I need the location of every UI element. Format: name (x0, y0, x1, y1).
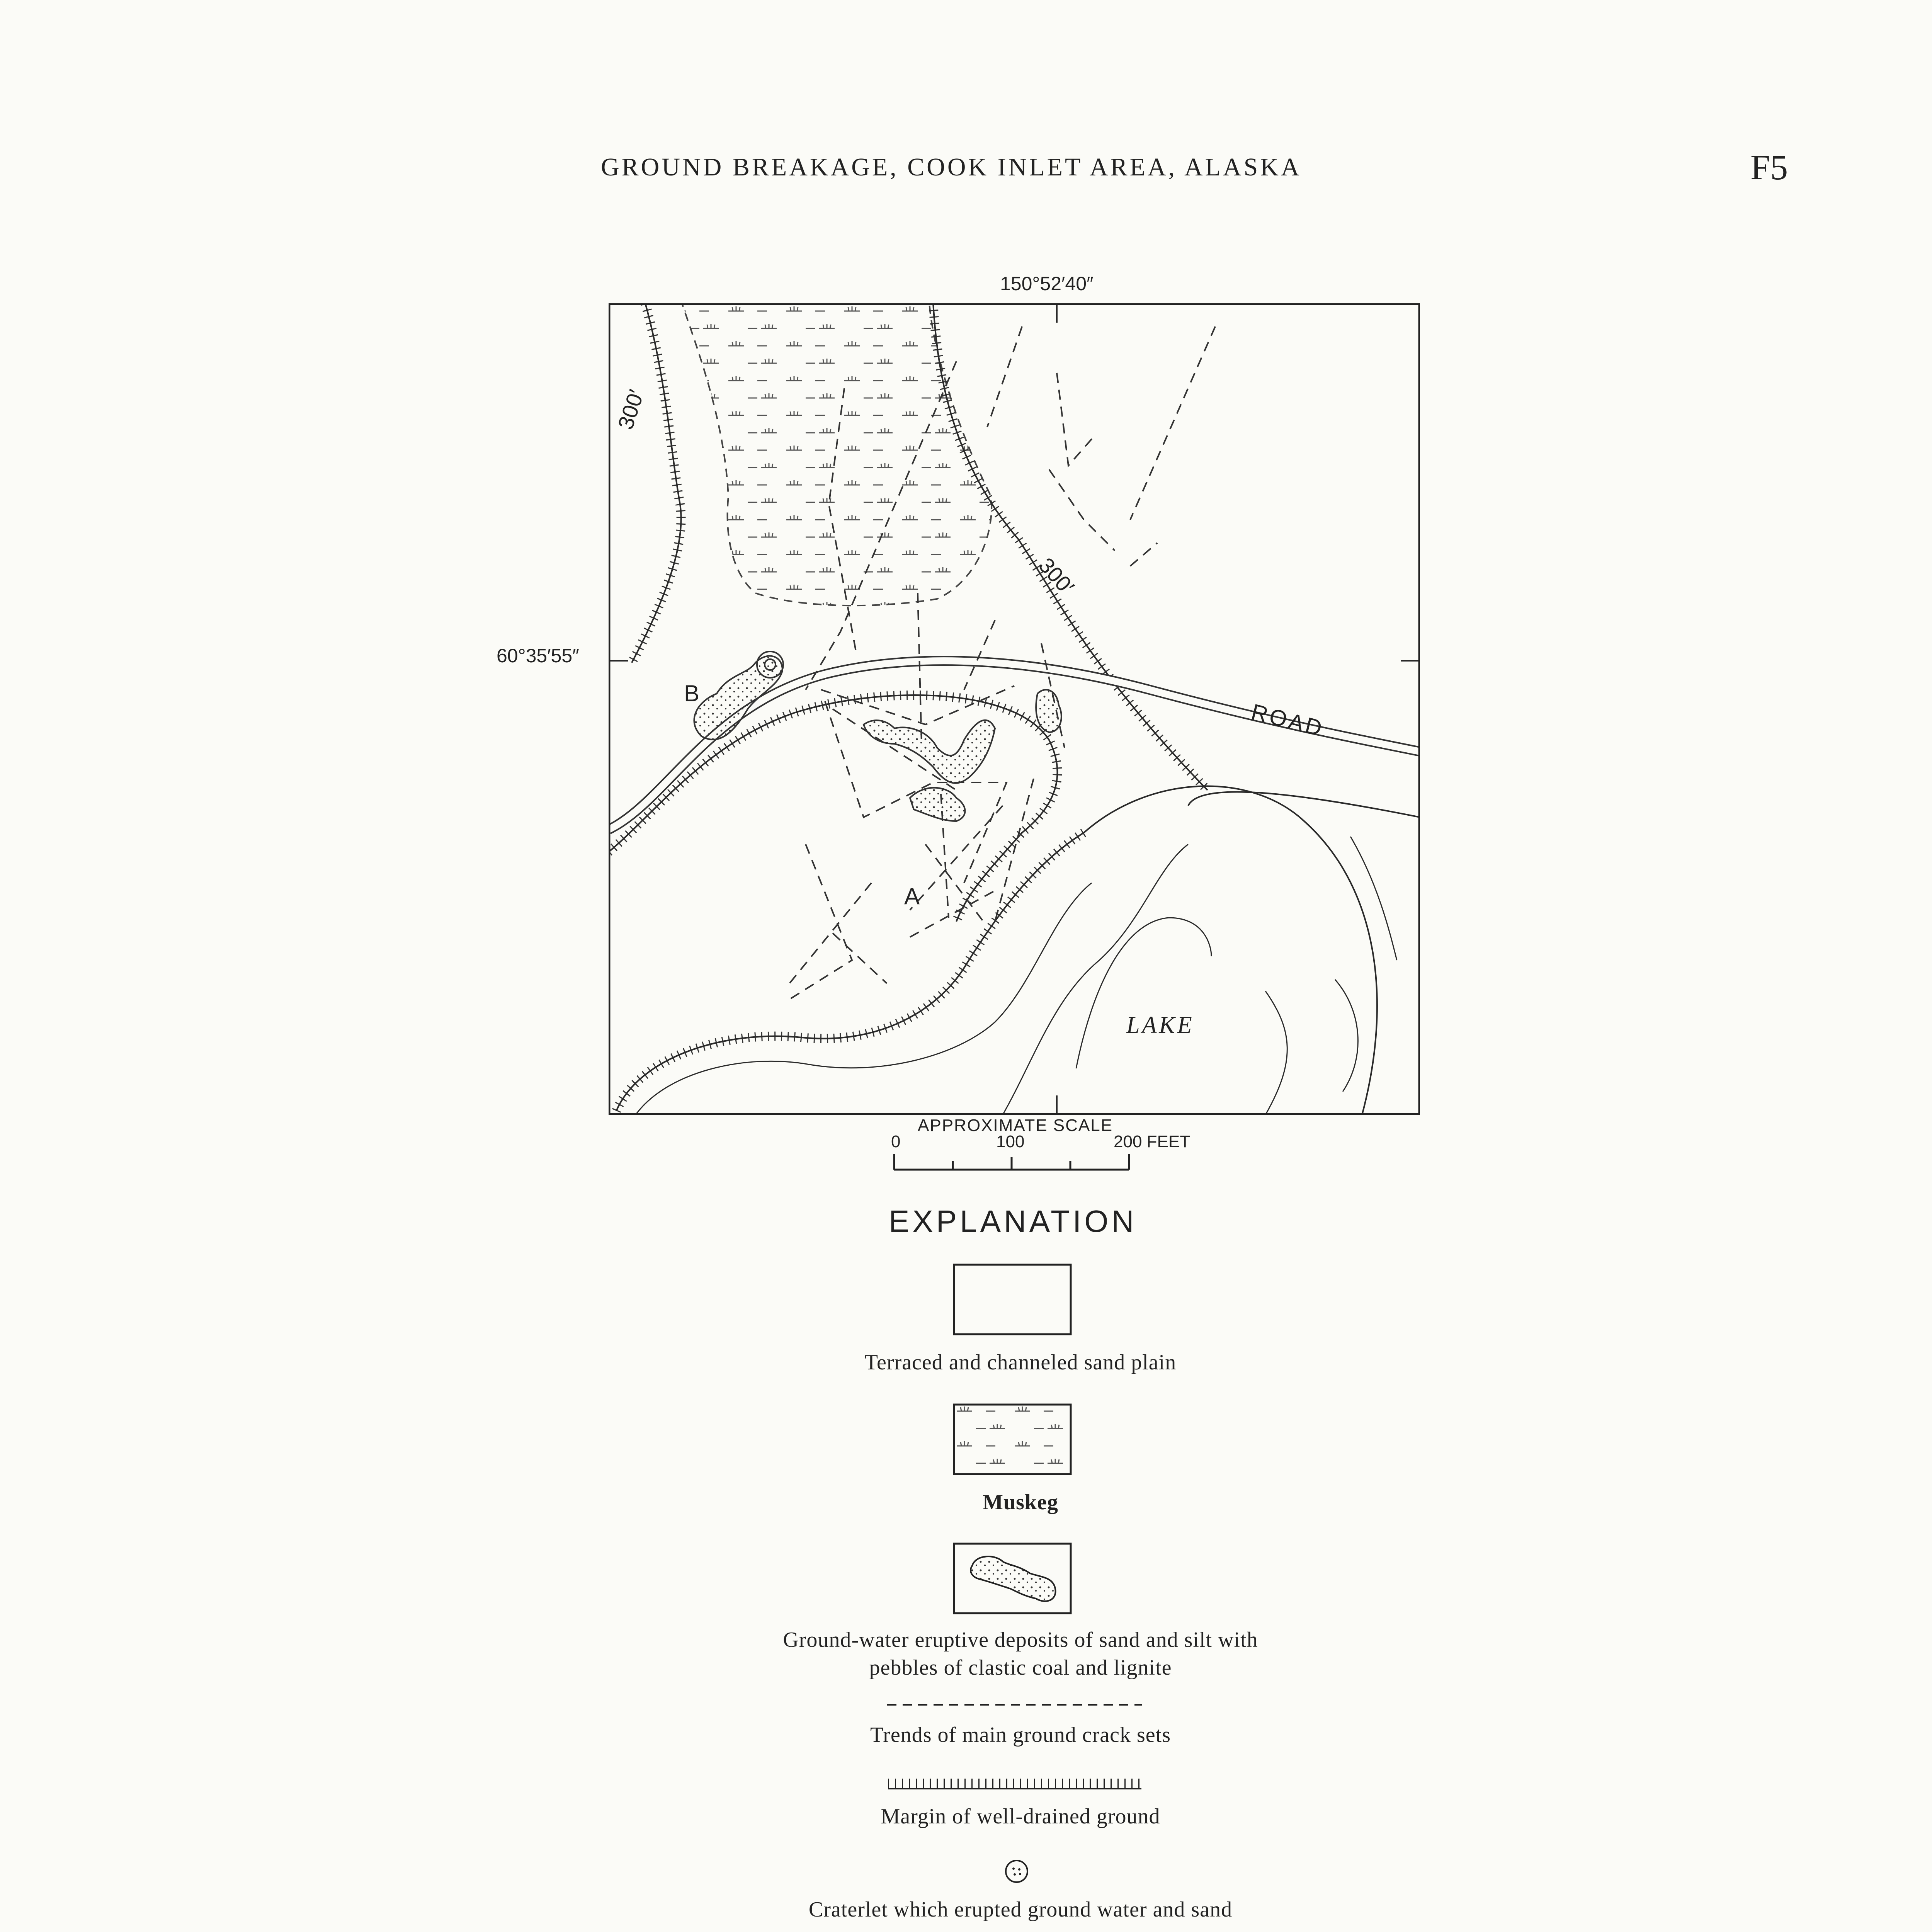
legend-eruptive-label-line2: pebbles of clastic coal and lignite (869, 1656, 1172, 1680)
longitude-label: 150°52′40″ (1000, 273, 1094, 294)
running-header: GROUND BREAKAGE, COOK INLET AREA, ALASKA (601, 153, 1302, 181)
scale-tick-100: 100 (996, 1132, 1025, 1151)
road-label: ROAD (1248, 699, 1327, 742)
lake-label: LAKE (1126, 1012, 1194, 1038)
legend-muskeg-label: Muskeg (983, 1490, 1058, 1514)
scale-tick-0: 0 (891, 1132, 901, 1151)
contour-label-west: 300′ (613, 386, 649, 432)
margin-west (632, 303, 681, 663)
legend-craterlet-label: Craterlet which erupted ground water and sand (808, 1898, 1233, 1922)
ground-cracks-map (609, 303, 1420, 1115)
muskeg-area (682, 303, 992, 605)
photo-location-a: A (904, 883, 920, 909)
scale-tick-200: 200 FEET (1114, 1132, 1190, 1151)
lake-shore (1084, 786, 1377, 1115)
latitude-label: 60°35′55″ (497, 645, 579, 667)
margin-symbol (887, 1776, 1142, 1791)
eruptive-deposits-swatch (953, 1543, 1073, 1615)
photo-location-b: B (684, 680, 700, 706)
eruptive-deposits (694, 656, 1061, 821)
scale-title: APPROXIMATE SCALE (918, 1116, 1113, 1135)
muskeg-swatch (953, 1403, 1073, 1476)
legend-margin-label: Margin of well-drained ground (881, 1804, 1160, 1828)
ground-crack-symbol (887, 1701, 1142, 1709)
sand-plain-swatch (953, 1264, 1073, 1336)
lower-terrace-margin (616, 833, 1084, 1111)
legend-sand-plain-label: Terraced and channeled sand plain (864, 1350, 1177, 1374)
explanation-title: EXPLANATION (889, 1204, 1137, 1238)
page-number: F5 (1750, 148, 1788, 187)
scale-bar (893, 1153, 1132, 1173)
legend-eruptive-label-line1: Ground-water eruptive deposits of sand and silt with (783, 1628, 1258, 1652)
craterlet-symbol (1003, 1858, 1030, 1885)
contour-label-east: 300′ (1034, 553, 1079, 599)
legend-ground-cracks-label: Trends of main ground crack sets (870, 1723, 1171, 1747)
